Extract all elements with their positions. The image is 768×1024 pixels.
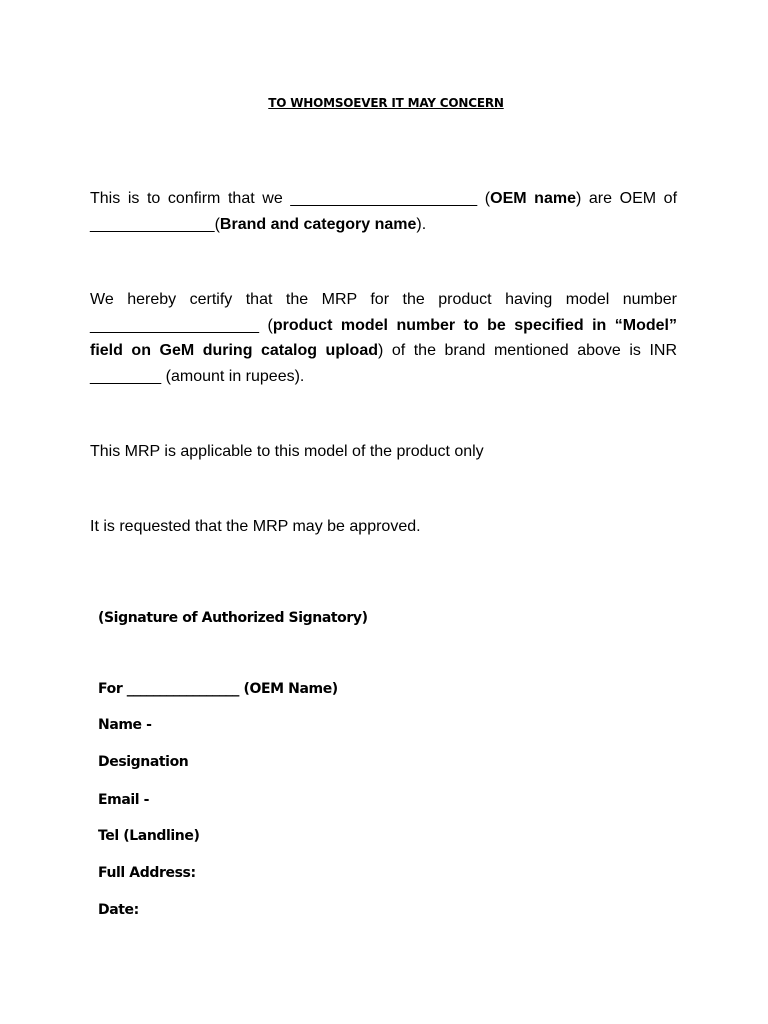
model-number-label: product model number to be specified in “Model” field on GeM during catalog upload: [90, 316, 677, 359]
confirmation-paragraph: [90, 186, 677, 237]
confirmation-text-2: ) are OEM of ______________(: [90, 190, 678, 233]
document-heading: TO WHOMSOEVER IT MAY CONCERN: [268, 96, 504, 110]
brand-category-label: Brand and category name: [219, 215, 417, 233]
tel-label: Tel (Landline): [98, 828, 200, 844]
confirmation-text-3: ).: [416, 215, 427, 233]
name-label: Name -: [98, 717, 152, 733]
oem-name-label: OEM name: [490, 190, 576, 207]
signature-title: (Signature of Authorized Signatory): [98, 610, 368, 626]
certification-paragraph: [90, 287, 677, 389]
date-label: Date:: [98, 902, 139, 918]
applicability-paragraph: This MRP is applicable to this model of the product only: [90, 443, 484, 460]
address-label: Full Address:: [98, 865, 196, 881]
email-label: Email -: [98, 792, 150, 808]
confirmation-text-1: This is to confirm that we _____________________ (: [90, 190, 491, 207]
certification-text-1: We hereby certify that the MRP for the product having model number ___________________ (: [90, 291, 677, 334]
for-oem-line: For _________________ (OEM Name): [98, 681, 338, 697]
request-paragraph: It is requested that the MRP may be approved.: [90, 518, 421, 535]
certification-text-2: ) of the brand mentioned above is INR ________ (amount in rupees).: [90, 342, 677, 385]
designation-label: Designation: [98, 754, 189, 770]
